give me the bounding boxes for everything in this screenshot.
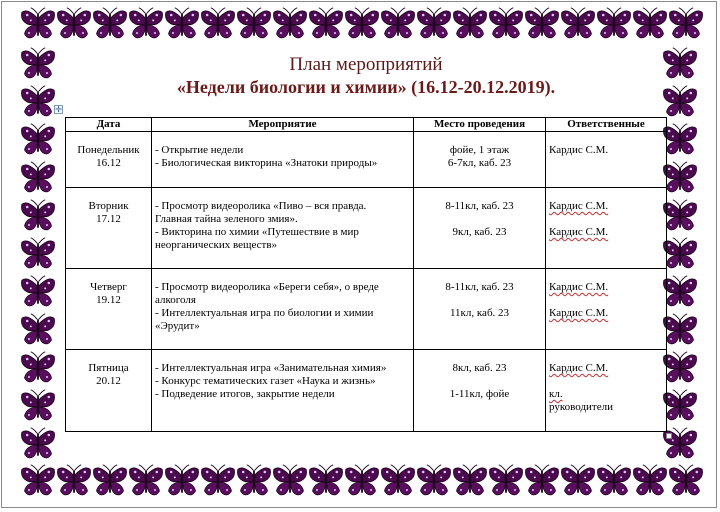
table-row	[66, 132, 667, 188]
butterfly-icon	[632, 463, 668, 499]
butterfly-icon	[20, 84, 56, 120]
date-label: 17.12	[96, 213, 121, 225]
butterfly-icon	[560, 6, 596, 42]
butterfly-icon	[662, 350, 698, 386]
butterfly-icon	[596, 6, 632, 42]
butterfly-icon	[20, 160, 56, 196]
butterfly-icon	[200, 463, 236, 499]
place-line: фойе, 1 этаж	[449, 144, 510, 156]
document-page	[1, 1, 717, 508]
day-label: Четверг	[90, 281, 127, 293]
butterfly-icon	[20, 463, 56, 499]
butterfly-icon	[662, 236, 698, 272]
date-label: 19.12	[96, 294, 121, 306]
event-line: - Подведение итогов, закрытие недели	[155, 388, 335, 400]
date-label: 16.12	[96, 157, 121, 169]
event-line: - Открытие недели	[155, 144, 244, 156]
table-row	[66, 188, 667, 269]
event-line: «Эрудит»	[155, 320, 200, 332]
butterfly-icon	[272, 6, 308, 42]
responsible-cell[interactable]	[546, 132, 667, 188]
event-line: Главная тайна зеленого змия».	[155, 213, 298, 225]
place-line: 1-11кл, фойе	[449, 388, 510, 400]
butterfly-icon	[662, 312, 698, 348]
butterfly-icon	[200, 6, 236, 42]
butterfly-icon	[164, 463, 200, 499]
place-line: 9кл, каб. 23	[452, 226, 507, 238]
butterfly-icon	[164, 6, 200, 42]
butterfly-icon	[20, 350, 56, 386]
butterfly-icon	[56, 6, 92, 42]
event-line: неорганических веществ»	[155, 239, 278, 251]
responsible-cell[interactable]	[546, 188, 667, 269]
butterfly-icon	[662, 274, 698, 310]
butterfly-icon	[662, 426, 698, 462]
responsible-line: Кардис С.М.	[549, 144, 609, 156]
butterfly-icon	[272, 463, 308, 499]
butterfly-icon	[236, 6, 272, 42]
butterfly-icon	[524, 463, 560, 499]
header-responsible: Ответственные	[546, 118, 667, 132]
butterfly-icon	[56, 463, 92, 499]
day-label: Понедельник	[77, 144, 140, 156]
responsible-line: Кардис С.М.	[549, 307, 609, 319]
butterfly-icon	[596, 463, 632, 499]
table-row	[66, 350, 667, 432]
place-cell[interactable]	[414, 269, 546, 350]
place-line: 8-11кл, каб. 23	[445, 281, 514, 293]
butterfly-border-bottom	[20, 463, 704, 503]
butterfly-icon	[92, 6, 128, 42]
place-cell[interactable]	[414, 188, 546, 269]
butterfly-icon	[128, 6, 164, 42]
table-move-handle-icon[interactable]: ✛	[55, 105, 62, 114]
responsible-line: руководители	[549, 401, 613, 413]
event-cell[interactable]	[152, 350, 414, 432]
butterfly-icon	[560, 463, 596, 499]
butterfly-icon	[20, 426, 56, 462]
page-subtitle: «Недели биологии и химии» (16.12-20.12.2019).	[176, 77, 556, 97]
event-cell[interactable]	[152, 269, 414, 350]
header-date: Дата	[66, 118, 152, 132]
place-line: 6-7кл, каб. 23	[447, 157, 512, 169]
event-line: - Викторина по химии «Путешествие в мир	[155, 226, 359, 238]
date-cell[interactable]	[66, 188, 152, 269]
event-line: - Интеллектуальная игра «Занимательная химия»	[155, 362, 387, 374]
date-cell[interactable]	[66, 132, 152, 188]
butterfly-icon	[20, 198, 56, 234]
butterfly-icon	[452, 6, 488, 42]
responsible-line: Кардис С.М.	[549, 200, 609, 212]
butterfly-icon	[416, 463, 452, 499]
date-cell[interactable]	[66, 350, 152, 432]
day-label: Пятница	[88, 362, 129, 374]
butterfly-icon	[488, 463, 524, 499]
event-line: - Интеллектуальная игра по биологии и химии	[155, 307, 374, 319]
butterfly-icon	[20, 236, 56, 272]
header-place: Место проведения	[414, 118, 546, 132]
date-label: 20.12	[96, 375, 121, 387]
event-line: - Просмотр видеоролика «Береги себя», о вреде	[155, 281, 379, 293]
butterfly-border-top	[20, 6, 704, 46]
butterfly-icon	[662, 122, 698, 158]
date-cell[interactable]	[66, 269, 152, 350]
butterfly-icon	[668, 6, 704, 42]
place-cell[interactable]	[414, 350, 546, 432]
butterfly-icon	[20, 6, 56, 42]
butterfly-icon	[20, 388, 56, 424]
butterfly-icon	[488, 6, 524, 42]
event-line: - Просмотр видеоролика «Пиво – вся правда.	[155, 200, 367, 212]
butterfly-icon	[662, 198, 698, 234]
event-cell[interactable]	[152, 132, 414, 188]
event-line: - Конкурс тематических газет «Наука и жизнь»	[155, 375, 376, 387]
place-line: 8кл, каб. 23	[452, 362, 507, 374]
butterfly-icon	[668, 463, 704, 499]
butterfly-icon	[20, 46, 56, 82]
butterfly-icon	[236, 463, 272, 499]
place-line: 8-11кл, каб. 23	[445, 200, 514, 212]
table-header-row	[66, 118, 667, 132]
responsible-line: кл.	[549, 388, 563, 400]
event-cell[interactable]	[152, 188, 414, 269]
butterfly-icon	[92, 463, 128, 499]
butterfly-border-right	[662, 46, 702, 462]
butterfly-icon	[662, 388, 698, 424]
table-row	[66, 269, 667, 350]
butterfly-icon	[308, 6, 344, 42]
butterfly-icon	[524, 6, 560, 42]
event-line: - Биологическая викторина «Знатоки природы»	[155, 157, 378, 169]
event-line: алкоголя	[155, 294, 196, 306]
document-header	[64, 54, 668, 98]
responsible-line: Кардис С.М.	[549, 226, 609, 238]
place-line: 11кл, каб. 23	[449, 307, 510, 319]
butterfly-icon	[380, 463, 416, 499]
butterfly-icon	[128, 463, 164, 499]
day-label: Вторник	[88, 200, 129, 212]
responsible-line: Кардис С.М.	[549, 362, 609, 374]
butterfly-icon	[632, 6, 668, 42]
butterfly-icon	[20, 274, 56, 310]
responsible-cell[interactable]	[546, 350, 667, 432]
responsible-cell[interactable]	[546, 269, 667, 350]
butterfly-icon	[308, 463, 344, 499]
responsible-line: Кардис С.М.	[549, 281, 609, 293]
table-resize-handle-icon[interactable]	[666, 433, 672, 439]
butterfly-icon	[452, 463, 488, 499]
butterfly-icon	[416, 6, 452, 42]
page-title: План мероприятий	[289, 54, 443, 75]
butterfly-icon	[344, 463, 380, 499]
butterfly-icon	[344, 6, 380, 42]
butterfly-icon	[662, 160, 698, 196]
place-cell[interactable]	[414, 132, 546, 188]
butterfly-icon	[20, 122, 56, 158]
header-event: Мероприятие	[152, 118, 414, 132]
events-table	[65, 117, 667, 432]
butterfly-icon	[20, 312, 56, 348]
butterfly-icon	[380, 6, 416, 42]
